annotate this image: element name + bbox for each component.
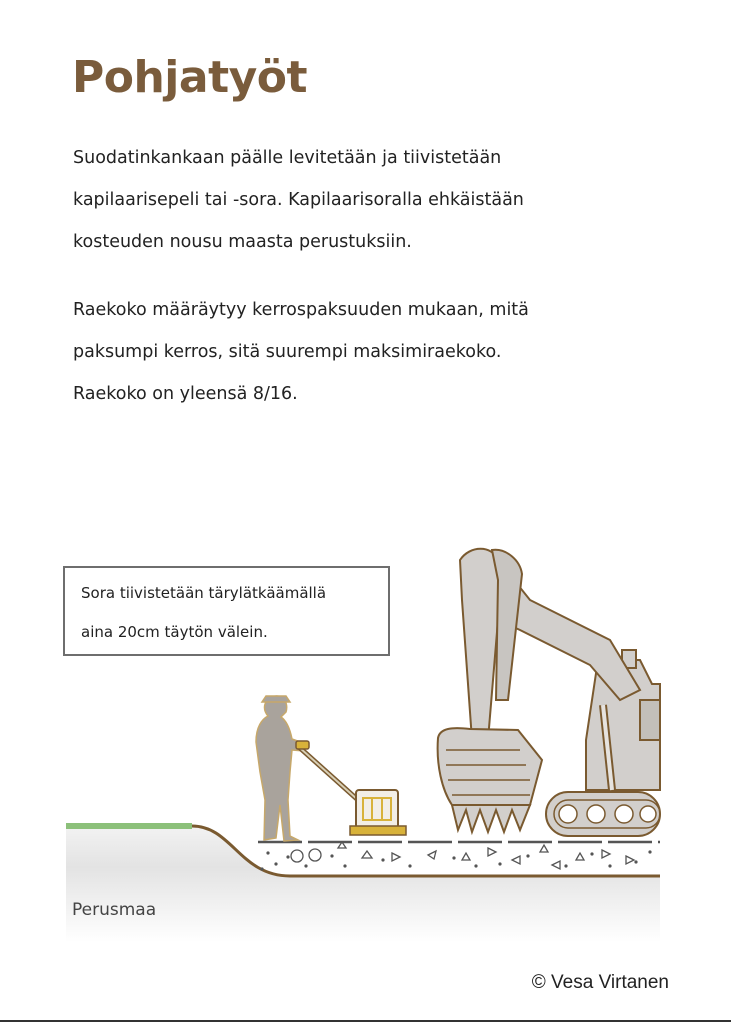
gravel-stones	[291, 842, 634, 869]
plate-compactor	[296, 741, 406, 835]
page-title: Pohjatyöt	[72, 52, 308, 103]
worker-figure	[256, 696, 306, 841]
callout-line: Sora tiivistetään tärylätkäämällä	[81, 584, 327, 602]
gravel-particles	[260, 850, 651, 870]
paragraph-line: kosteuden nousu maasta perustuksiin.	[73, 232, 412, 252]
paragraph-line: Suodatinkankaan päälle levitetään ja tiivistetään	[73, 148, 502, 168]
paragraph-line: Raekoko on yleensä 8/16.	[73, 384, 298, 404]
paragraph-line: Raekoko määräytyy kerrospaksuuden mukaan, mitä	[73, 300, 529, 320]
paragraph-filter-fabric	[73, 137, 693, 263]
grass-strip	[66, 823, 192, 829]
compaction-note-box	[63, 566, 390, 656]
callout-line: aina 20cm täytön välein.	[81, 623, 268, 641]
ground-section	[66, 827, 660, 942]
bottom-divider	[0, 1020, 731, 1022]
excavator	[438, 549, 660, 836]
paragraph-line: kapilaarisepeli tai -sora. Kapilaarisoralla ehkäistään	[73, 190, 524, 210]
paragraph-line: paksumpi kerros, sitä suurempi maksimiraekoko.	[73, 342, 502, 362]
paragraph-grain-size	[73, 289, 693, 415]
copyright-notice: © Vesa Virtanen	[531, 972, 669, 993]
ground-label: Perusmaa	[72, 900, 157, 920]
